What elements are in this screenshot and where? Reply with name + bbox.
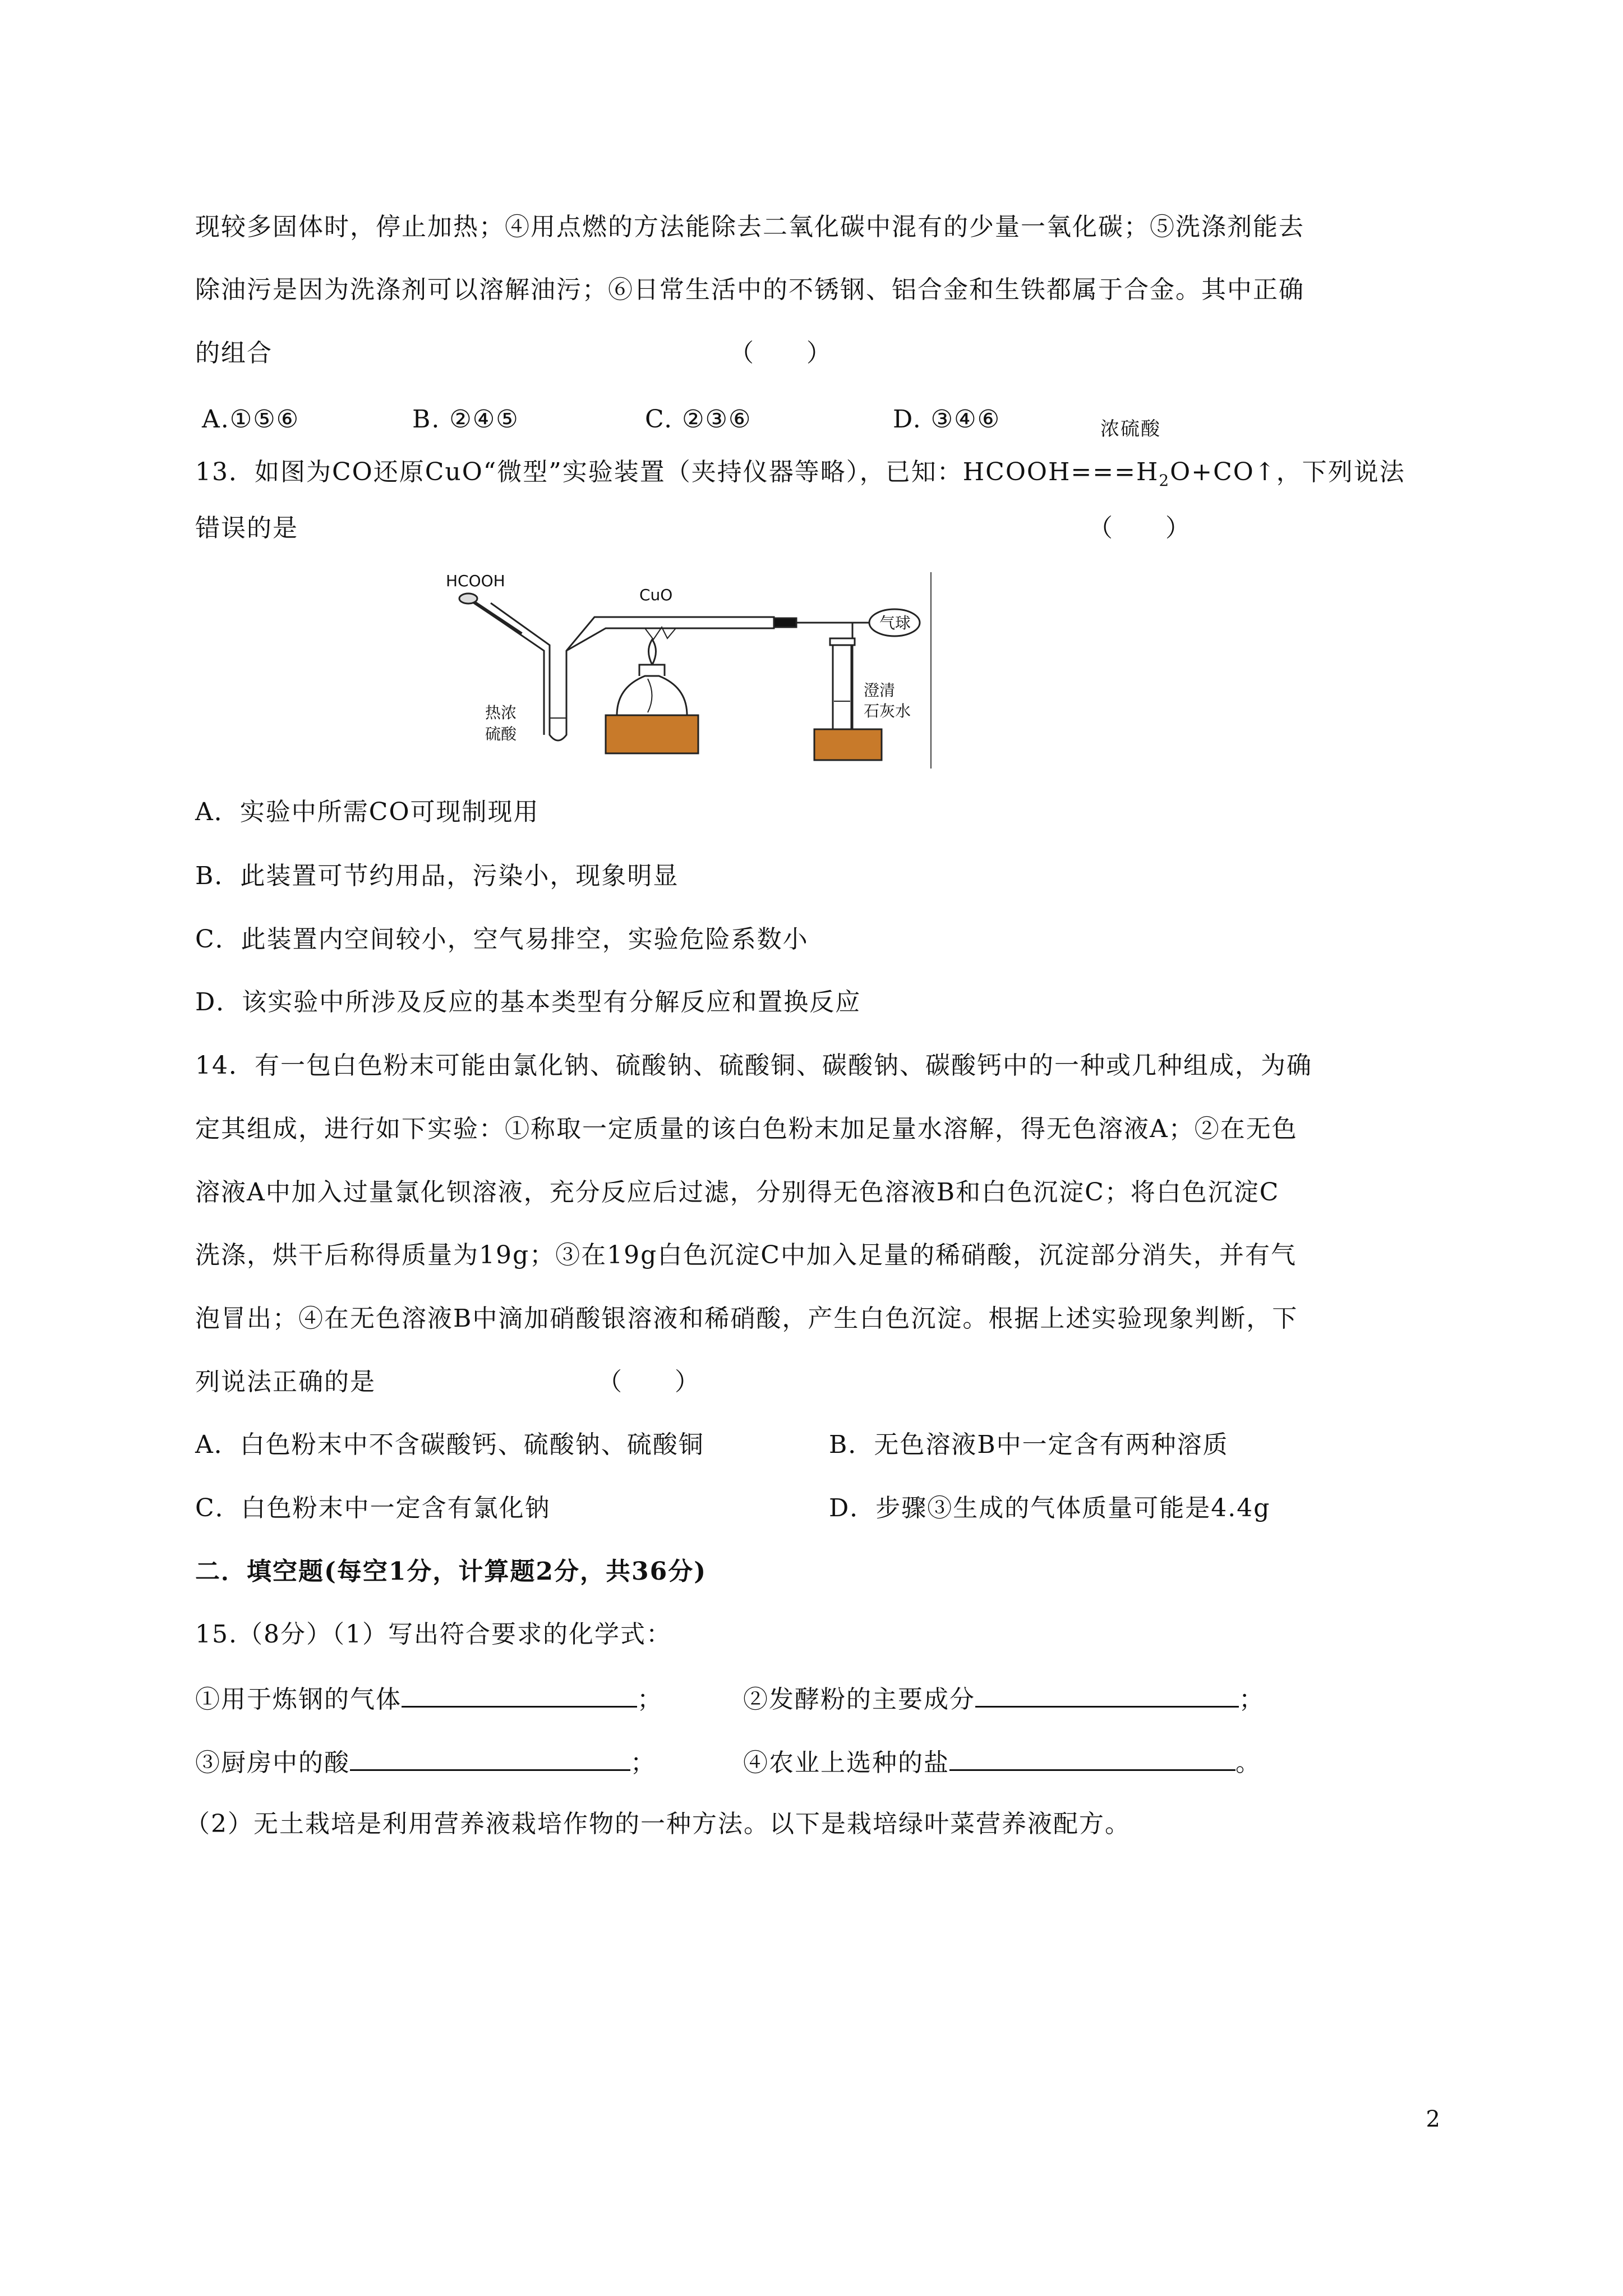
q15-blank-2-end: ； xyxy=(1239,1685,1265,1714)
q13-answer-paren: （ ） xyxy=(1088,514,1191,542)
q13-option-b: B．此装置可节约用品，污染小，现象明显 xyxy=(195,862,679,890)
q13-option-d: D．该实验中所涉及反应的基本类型有分解反应和置换反应 xyxy=(195,988,861,1016)
q15-blank-3 xyxy=(195,1745,656,1780)
figure-cuo-label: CuO xyxy=(639,586,673,604)
q15-blank-3-field[interactable] xyxy=(350,1745,630,1771)
q15-blank-2-field[interactable] xyxy=(975,1681,1239,1708)
co-reduction-apparatus-figure xyxy=(437,567,942,780)
q15-blank-1 xyxy=(195,1681,663,1717)
q13-line-2: 错误的是 xyxy=(195,514,298,542)
q13-stem-b: O+CO↑，下列说法 xyxy=(1170,458,1405,486)
q15-blank-4-field[interactable] xyxy=(949,1745,1235,1771)
section-2-heading: 二．填空题(每空1分，计算题2分，共36分) xyxy=(195,1557,707,1586)
figure-acid-label-1: 热浓 xyxy=(485,703,517,722)
q14-option-c: C．白色粉末中一定含有氯化钠 xyxy=(195,1494,551,1522)
figure-lime-label-1: 澄清 xyxy=(864,681,896,700)
q13-stem-a: 13．如图为CO还原CuO“微型”实验装置（夹持仪器等略），已知：HCOOH===H xyxy=(195,458,1159,486)
q15-blank-3-label: ③厨房中的酸 xyxy=(195,1749,350,1777)
q15-blank-3-end: ； xyxy=(630,1749,656,1777)
q12-answer-paren: （ ） xyxy=(729,339,832,367)
figure-balloon-label: 气球 xyxy=(879,614,911,632)
q14-option-b: B．无色溶液B中一定含有两种溶质 xyxy=(829,1430,1229,1459)
q12-option-a: A.①⑤⑥ xyxy=(202,405,300,434)
q13-stem-sub: 2 xyxy=(1159,471,1170,490)
q15-blank-4-label: ④农业上选种的盐 xyxy=(743,1749,949,1777)
q12-option-b: B. ②④⑤ xyxy=(412,405,519,434)
q13-stem xyxy=(195,455,1405,498)
q14-line-6: 列说法正确的是 xyxy=(195,1368,376,1396)
q15-part-2: （2）无土栽培是利用营养液栽培作物的一种方法。以下是栽培绿叶菜营养液配方。 xyxy=(185,1810,1131,1838)
page-number: 2 xyxy=(1426,2106,1440,2132)
q12-line-3: 的组合 xyxy=(195,339,273,367)
q12-line-1: 现较多固体时，停止加热；④用点燃的方法能除去二氧化碳中混有的少量一氧化碳；⑤洗涤剂能去 xyxy=(195,213,1304,241)
q14-line-4: 洗涤，烘干后称得质量为19g；③在19g白色沉淀C中加入足量的稀硝酸，沉淀部分消失，并有气 xyxy=(195,1241,1297,1269)
q12-option-d: D. ③④⑥ xyxy=(893,405,1001,434)
q15-blank-1-end: ； xyxy=(637,1685,663,1714)
q13-catalyst-label: 浓硫酸 xyxy=(1100,418,1161,440)
q14-answer-paren: （ ） xyxy=(597,1368,700,1396)
q15-blank-2-label: ②发酵粉的主要成分 xyxy=(743,1685,975,1714)
q13-option-c: C．此装置内空间较小，空气易排空，实验危险系数小 xyxy=(195,925,809,954)
figure-lime-label-2: 石灰水 xyxy=(864,702,911,720)
q14-line-5: 泡冒出；④在无色溶液B中滴加硝酸银溶液和稀硝酸，产生白色沉淀。根据上述实验现象判断，下 xyxy=(195,1304,1298,1333)
q14-line-3: 溶液A中加入过量氯化钡溶液，充分反应后过滤，分别得无色溶液B和白色沉淀C；将白色沉淀C xyxy=(195,1178,1280,1207)
q15-blank-1-label: ①用于炼钢的气体 xyxy=(195,1685,402,1714)
q14-option-d: D．步骤③生成的气体质量可能是4.4g xyxy=(829,1494,1271,1522)
q12-option-c: C. ②③⑥ xyxy=(645,405,752,434)
q15-blank-4 xyxy=(743,1745,1261,1780)
q14-option-a: A．白色粉末中不含碳酸钙、硫酸钠、硫酸铜 xyxy=(195,1430,704,1459)
q14-line-2: 定其组成，进行如下实验：①称取一定质量的该白色粉末加足量水溶解，得无色溶液A；②在无色 xyxy=(195,1115,1298,1143)
q14-line-1: 14．有一包白色粉末可能由氯化钠、硫酸钠、硫酸铜、碳酸钠、碳酸钙中的一种或几种组成，为确 xyxy=(195,1051,1312,1080)
q15-intro: 15.（8分）（1）写出符合要求的化学式： xyxy=(195,1620,672,1649)
q15-blank-1-field[interactable] xyxy=(402,1681,637,1708)
q12-line-2: 除油污是因为洗涤剂可以溶解油污；⑥日常生活中的不锈钢、铝合金和生铁都属于合金。其中正确 xyxy=(195,275,1304,304)
figure-acid-label-2: 硫酸 xyxy=(485,725,517,743)
figure-hcooh-label: HCOOH xyxy=(446,572,505,590)
q15-blank-4-end: 。 xyxy=(1235,1749,1261,1777)
q13-option-a: A．实验中所需CO可现制现用 xyxy=(195,798,540,826)
q15-blank-2 xyxy=(743,1681,1265,1717)
